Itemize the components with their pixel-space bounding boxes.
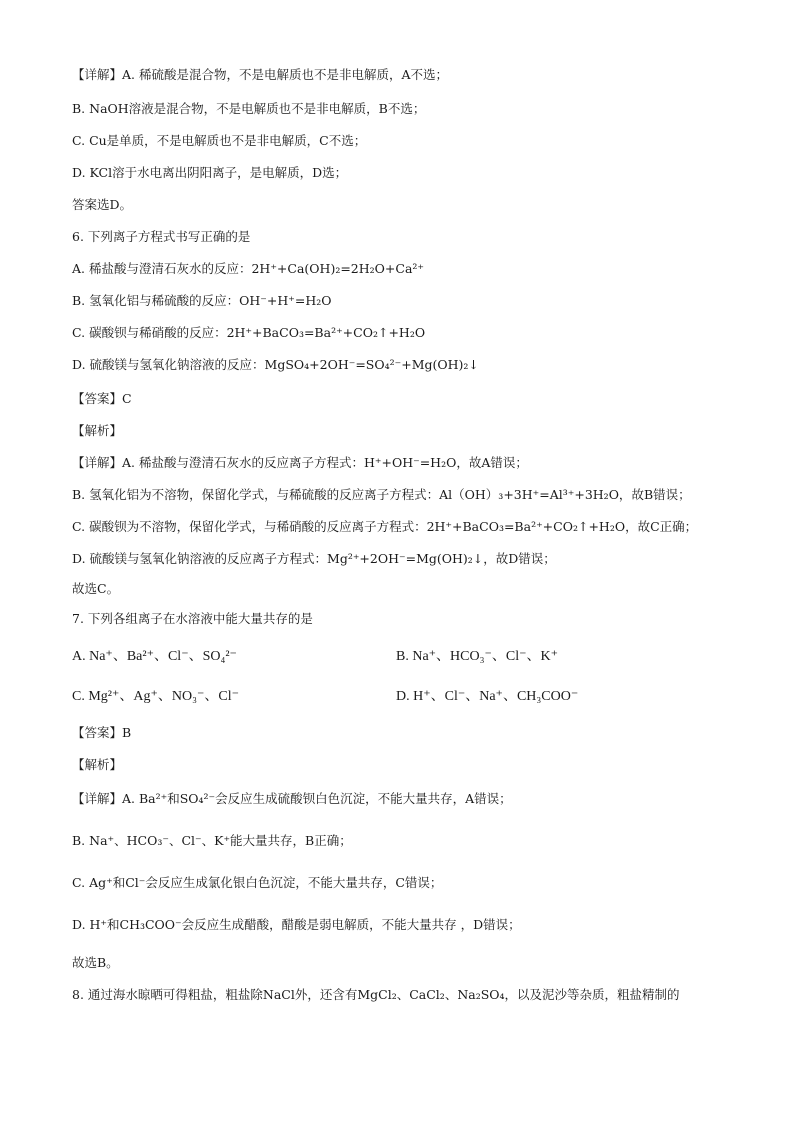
question-7-option-d: D. H⁺、Cl⁻、Na⁺、CH₃COO⁻ (396, 689, 579, 704)
question-6-option-b: B. 氢氧化铝与稀硫酸的反应：OH⁻+H⁺=H₂O (72, 293, 332, 308)
explanation-q7-c: C. Ag⁺和Cl⁻会反应生成氯化银白色沉淀，不能大量共存，C错误； (72, 875, 443, 890)
explanation-q5-b: B. NaOH溶液是混合物，不是电解质也不是非电解质，B不选； (72, 101, 426, 116)
explanation-q6-a: 【详解】A. 稀盐酸与澄清石灰水的反应离子方程式：H⁺+OH⁻=H₂O，故A错误； (72, 455, 528, 470)
answer-q6: 【答案】C (72, 391, 132, 406)
question-7-option-b: B. Na⁺、HCO₃⁻、Cl⁻、K⁺ (396, 649, 558, 664)
explanation-q6-c: C. 碳酸钡为不溶物，保留化学式，与稀硝酸的反应离子方程式：2H⁺+BaCO₃=Ba²⁺+CO₂↑+H₂O，故C正确； (72, 519, 698, 534)
question-8-stem: 8. 通过海水晾晒可得粗盐，粗盐除NaCl外，还含有MgCl₂、CaCl₂、Na₂SO₄，以及泥沙等杂质，粗盐精制的 (72, 987, 680, 1002)
analysis-heading-q7: 【解析】 (72, 757, 123, 772)
question-6-option-d: D. 硫酸镁与氢氧化钠溶液的反应：MgSO₄+2OH⁻=SO₄²⁻+Mg(OH)₂↓ (72, 357, 479, 372)
explanation-q6-d: D. 硫酸镁与氢氧化钠溶液的反应离子方程式：Mg²⁺+2OH⁻=Mg(OH)₂↓，故D错误； (72, 551, 556, 566)
answer-conclusion-q6: 故选C。 (72, 581, 120, 596)
question-7-option-c: C. Mg²⁺、Ag⁺、NO₃⁻、Cl⁻ (72, 689, 239, 704)
explanation-q5-d: D. KCl溶于水电离出阴阳离子，是电解质，D选； (72, 165, 348, 180)
explanation-q6-b: B. 氢氧化铝为不溶物，保留化学式，与稀硫酸的反应离子方程式：Al（OH）₃+3H⁺=Al³⁺+3H₂O，故B错误； (72, 487, 691, 502)
answer-conclusion-q5: 答案选D。 (72, 197, 133, 212)
explanation-q5-a: 【详解】A. 稀硫酸是混合物，不是电解质也不是非电解质，A不选； (72, 67, 449, 82)
question-7-stem: 7. 下列各组离子在水溶液中能大量共存的是 (72, 611, 313, 626)
explanation-q7-b: B. Na⁺、HCO₃⁻、Cl⁻、K⁺能大量共存，B正确； (72, 833, 352, 848)
answer-conclusion-q7: 故选B。 (72, 955, 119, 970)
question-6-option-a: A. 稀盐酸与澄清石灰水的反应：2H⁺+Ca(OH)₂=2H₂O+Ca²⁺ (72, 261, 425, 276)
explanation-q7-d: D. H⁺和CH₃COO⁻会反应生成醋酸，醋酸是弱电解质，不能大量共存 ，D错误； (72, 917, 521, 932)
explanation-q5-c: C. Cu是单质，不是电解质也不是非电解质，C不选； (72, 133, 367, 148)
answer-q7: 【答案】B (72, 725, 132, 740)
question-6-option-c: C. 碳酸钡与稀硝酸的反应：2H⁺+BaCO₃=Ba²⁺+CO₂↑+H₂O (72, 325, 426, 340)
explanation-q7-a: 【详解】A. Ba²⁺和SO₄²⁻会反应生成硫酸钡白色沉淀，不能大量共存，A错误； (72, 791, 512, 806)
question-6-stem: 6. 下列离子方程式书写正确的是 (72, 229, 251, 244)
analysis-heading-q6: 【解析】 (72, 423, 123, 438)
question-7-option-a: A. Na⁺、Ba²⁺、Cl⁻、SO₄²⁻ (72, 649, 237, 664)
